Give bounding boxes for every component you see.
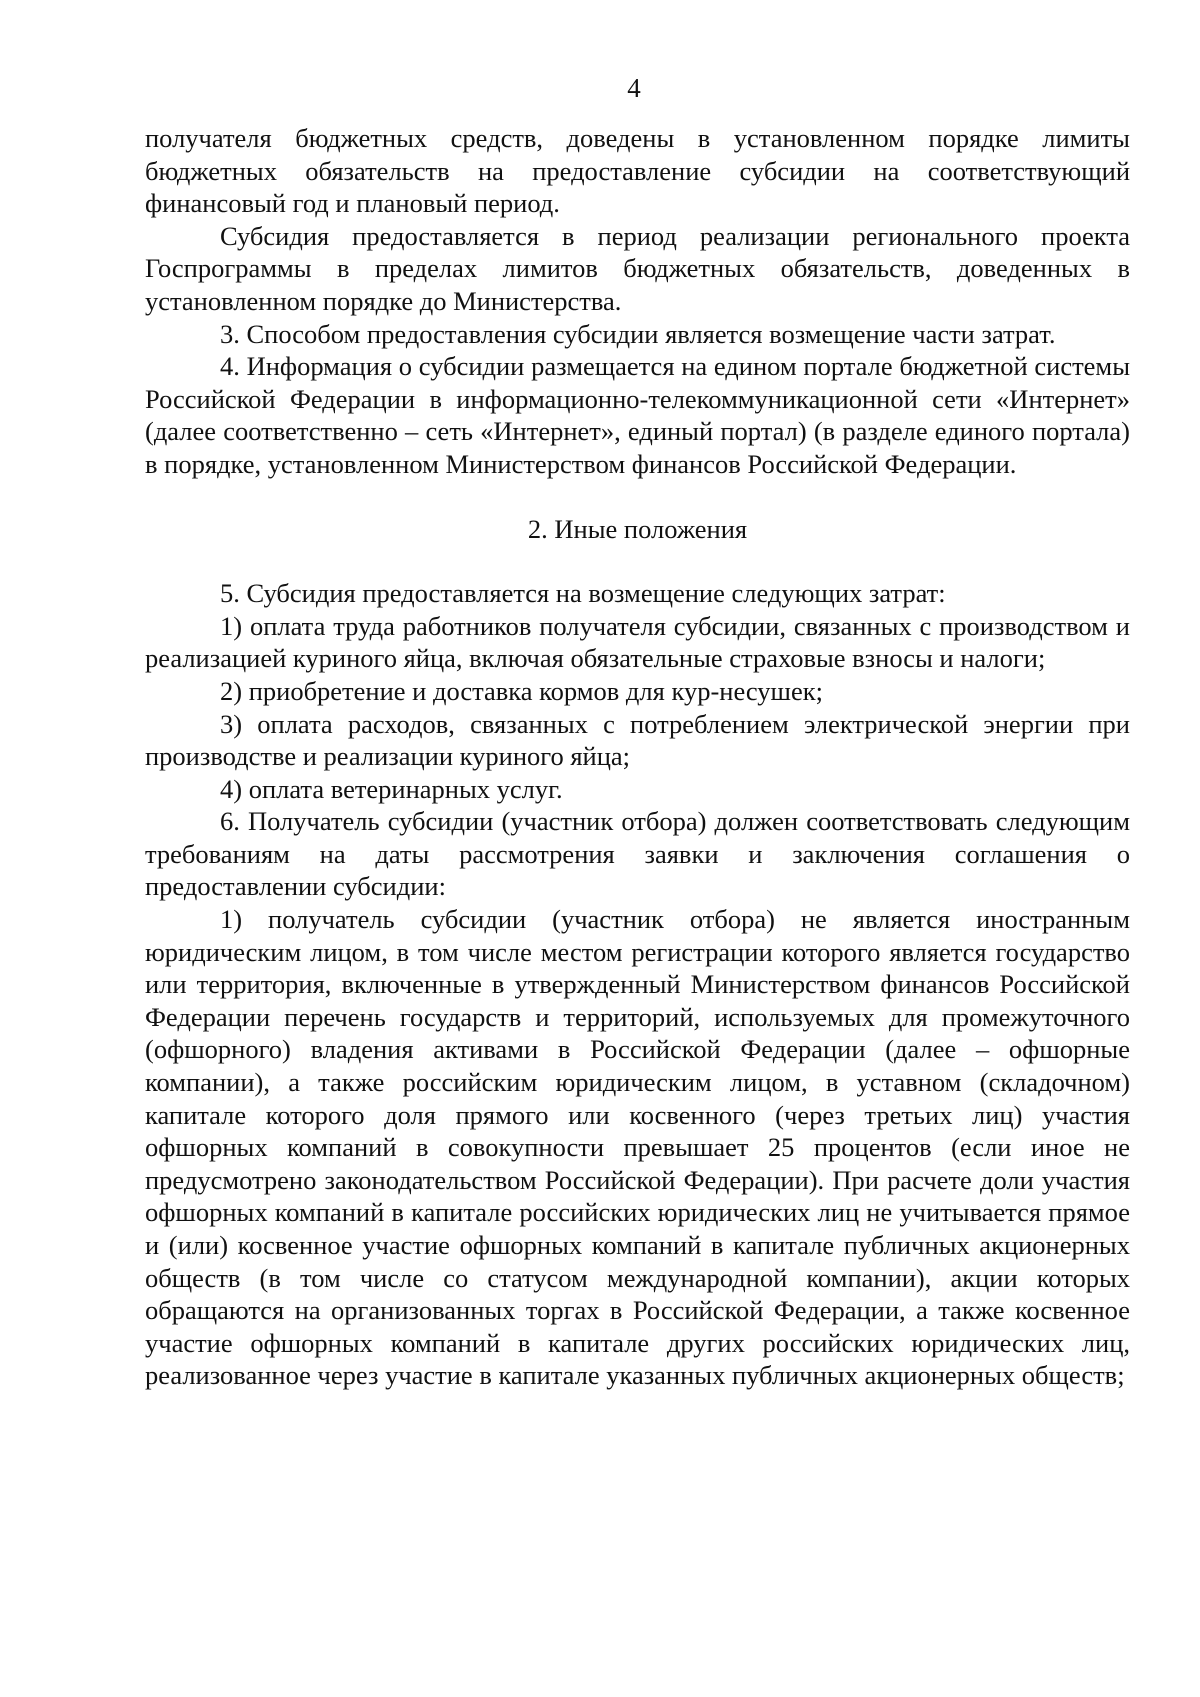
paragraph-item-6-1: 1) получатель субсидии (участник отбора) не является иностранным юридическим лицом, в том числе местом регистрации которого является государство или территория, включенные в утвержденный Министерством финансов Российской Федерации перечень государств и территорий, используемых для промежуточного (офшорного) владения активами в Российской Федерации (далее – офшорные компании), а также российским юридическим лицом, в уставном (складочном) капитале которого доля прямого или косвенного (через третьих лиц) участия офшорных компаний в совокупности превышает 25 процентов (если иное не предусмотрено законодательством Российской Федерации). При расчете доли участия офшорных компаний в капитале российских юридических лиц не учитывается прямое и (или) косвенное участие офшорных компаний в капитале публичных акционерных обществ (в том числе со статусом международной компании), акции которых обращаются на организованных торгах в Российской Федерации, а также косвенное участие офшорных компаний в капитале других российских юридических лиц, реализованное через участие в капитале указанных публичных акционерных обществ; (145, 904, 1130, 1391)
paragraph-continuation: получателя бюджетных средств, доведены в установленном порядке лимиты бюджетных обязательств на предоставление субсидии на соответствующий финансовый год и плановый период. (145, 123, 1130, 219)
page-number: 4 (627, 73, 641, 103)
paragraph-item-5: 5. Субсидия предоставляется на возмещение следующих затрат: (220, 578, 946, 609)
paragraph-item-3: 3. Способом предоставления субсидии является возмещение части затрат. (220, 318, 1056, 349)
paragraph-subsidy-period: Субсидия предоставляется в период реализации регионального проекта Госпрограммы в пределах лимитов бюджетных обязательств, доведенных в установленном порядке до Министерства. (145, 220, 1130, 316)
paragraph-item-5-4: 4) оплата ветеринарных услуг. (220, 773, 563, 804)
paragraph-item-5-2: 2) приобретение и доставка кормов для кур-несушек; (220, 675, 823, 706)
paragraph-item-6: 6. Получатель субсидии (участник отбора) должен соответствовать следующим требованиям на даты рассмотрения заявки и заключения соглашения о предоставлении субсидии: (145, 806, 1130, 902)
paragraph-item-5-3: 3) оплата расходов, связанных с потреблением электрической энергии при производстве и реализации куриного яйца; (145, 708, 1130, 772)
paragraph-item-4: 4. Информация о субсидии размещается на едином портале бюджетной системы Российской Федерации в информационно-телекоммуникационной сети «Интернет» (далее соответственно – сеть «Интернет», единый портал) (в разделе единого портала) в порядке, установленном Министерством финансов Российской Федерации. (145, 351, 1130, 479)
paragraph-item-5-1: 1) оплата труда работников получателя субсидии, связанных с производством и реализацией куриного яйца, включая обязательные страховые взносы и налоги; (145, 610, 1130, 674)
document-body (145, 122, 1130, 1392)
section-heading: 2. Иные положения (527, 513, 748, 544)
